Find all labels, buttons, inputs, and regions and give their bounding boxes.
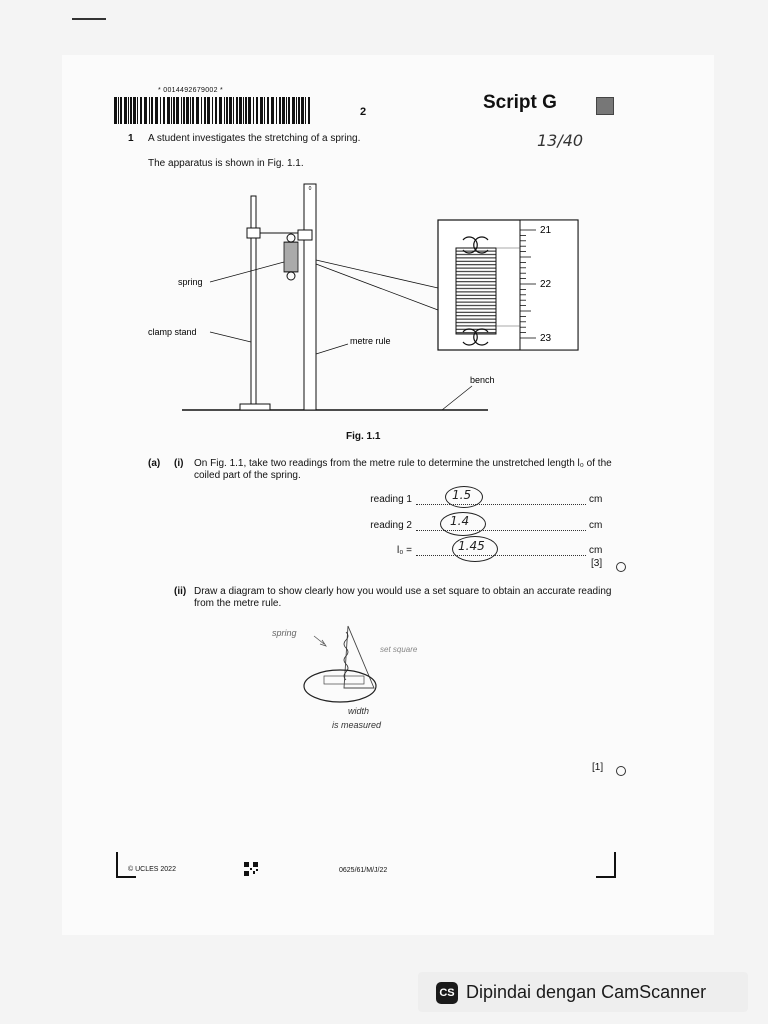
l0-field[interactable] xyxy=(416,545,586,556)
question-intro: A student investigates the stretching of a spring. xyxy=(148,133,361,144)
part-a-i-marks: [3] xyxy=(591,558,603,569)
sketch-circle xyxy=(304,670,376,702)
handwritten-score: 13/40 xyxy=(537,131,584,150)
part-a-ii-prompt: Draw a diagram to show clearly how you would use a set square to obtain an accurate reading from the metre rule. xyxy=(194,586,612,609)
tick-label-23: 23 xyxy=(540,333,552,344)
svg-text:0: 0 xyxy=(308,186,312,192)
part-a-ii-label: (ii) xyxy=(174,586,187,597)
apparatus-line: The apparatus is shown in Fig. 1.1. xyxy=(148,158,304,169)
barcode-image xyxy=(114,97,314,124)
script-label: Script G xyxy=(483,92,557,113)
metre-rule-figure xyxy=(304,184,316,410)
clamp-stand-base xyxy=(240,404,270,410)
part-a-i-label: (i) xyxy=(174,458,184,469)
marker-ring-2 xyxy=(616,766,626,776)
footer-paper-code: 0625/61/M/J/22 xyxy=(339,867,388,874)
sketch-label-spring: spring xyxy=(272,628,297,638)
camscanner-text: Dipindai dengan CamScanner xyxy=(466,982,707,1002)
marker-ring-1 xyxy=(616,562,626,572)
footer-copyright: © UCLES 2022 xyxy=(128,866,176,873)
corner-mark-bottom-left xyxy=(116,852,136,878)
scan-corner-mark xyxy=(72,18,106,20)
reading-1-answer: 1.5 xyxy=(452,488,472,502)
boss-clamp xyxy=(247,228,260,238)
label-spring: spring xyxy=(178,277,203,287)
part-a-i-prompt: On Fig. 1.1, take two readings from the metre rule to determine the unstretched length l₀ of the coiled part of the spring. xyxy=(194,458,612,481)
part-a-label: (a) xyxy=(148,458,161,469)
question-number: 1 xyxy=(128,133,134,144)
rule-clamp xyxy=(298,230,312,240)
tick-label-21: 21 xyxy=(540,225,552,236)
set-square-sketch xyxy=(344,626,374,688)
page-number: 2 xyxy=(360,106,367,118)
reading-1-label: reading 1 xyxy=(370,494,412,505)
label-clamp-stand: clamp stand xyxy=(148,327,197,337)
apparatus-figure xyxy=(148,178,590,418)
sketch-label-measured: is measured xyxy=(332,720,382,730)
label-bench: bench xyxy=(470,375,495,385)
spring-figure xyxy=(284,234,298,280)
label-metre-rule: metre rule xyxy=(350,336,391,346)
l0-unit: cm xyxy=(589,545,603,556)
reading-2-answer: 1.4 xyxy=(450,514,470,528)
reading-1-field[interactable] xyxy=(416,494,586,505)
l0-answer: 1.45 xyxy=(458,539,485,553)
tick-label-22: 22 xyxy=(540,279,552,290)
barcode-number: * 0014492679002 * xyxy=(158,87,224,94)
figure-caption: Fig. 1.1 xyxy=(346,431,381,442)
part-a-ii-marks: [1] xyxy=(592,762,604,773)
corner-mark-bottom-right xyxy=(596,852,616,878)
qr-code-icon xyxy=(244,862,258,876)
sketch-label-set-square: set square xyxy=(380,645,418,654)
magnified-spring xyxy=(456,237,496,345)
reading-2-unit: cm xyxy=(589,520,603,531)
reading-2-label: reading 2 xyxy=(370,520,412,531)
sketch-label-width: width xyxy=(348,706,370,716)
reading-1-unit: cm xyxy=(589,494,603,505)
grey-marker-square xyxy=(596,97,614,115)
student-sketch xyxy=(262,618,462,748)
l0-label: l₀ = xyxy=(397,545,412,556)
camscanner-logo: CS xyxy=(436,982,458,1004)
